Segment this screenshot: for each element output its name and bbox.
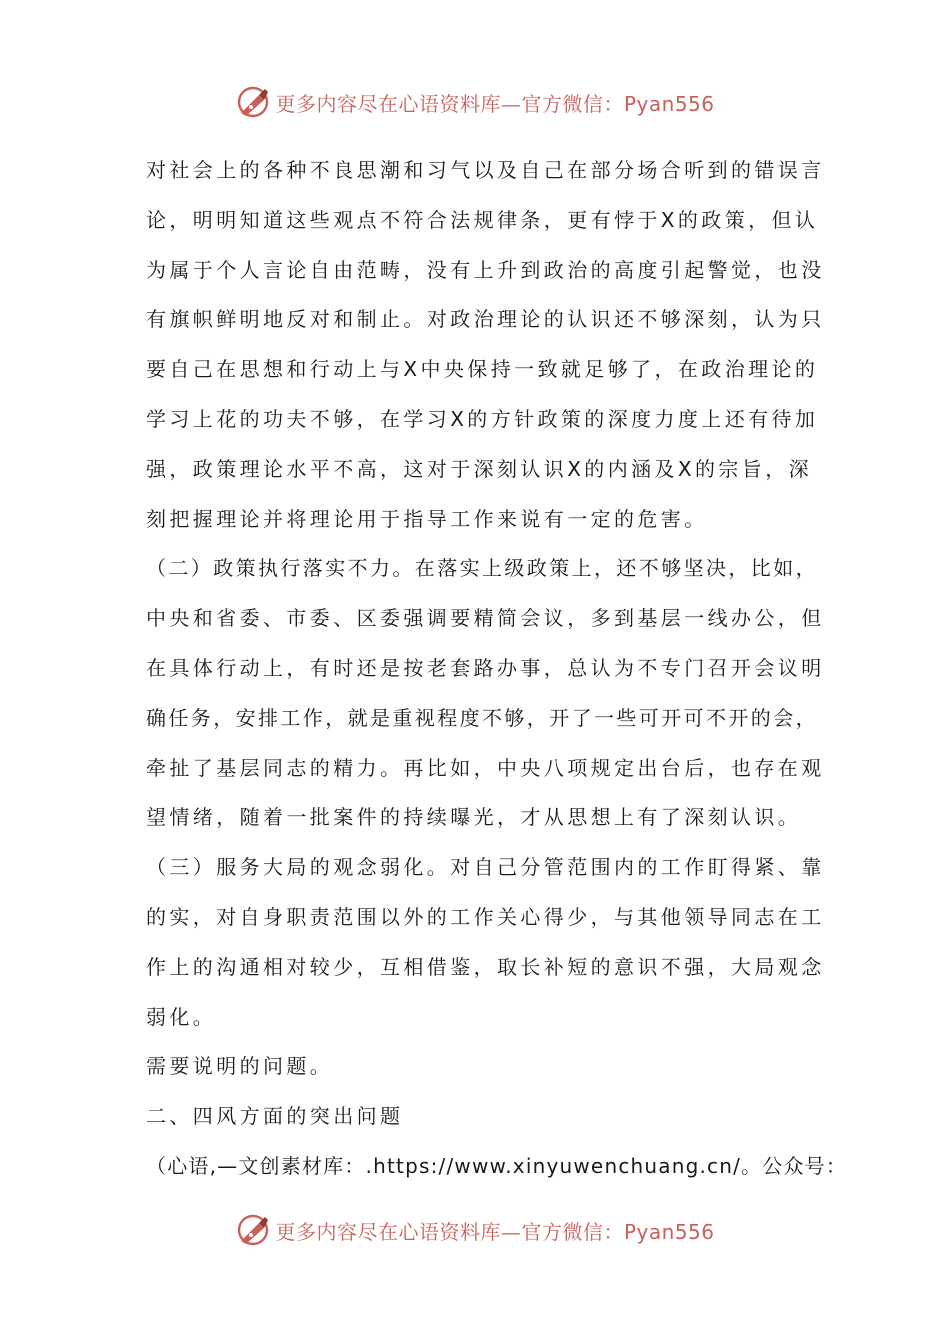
body-line: 中央和省委、市委、区委强调要精简会议，多到基层一线办公，但 [146, 606, 825, 631]
body-line: 学习上花的功夫不够，在学习X的方针政策的深度力度上还有待加 [146, 406, 819, 431]
header-watermark [0, 78, 950, 126]
body-line: 强，政策理论水平不高，这对于深刻认识X的内涵及X的宗旨，深 [146, 456, 813, 481]
body-line: 确任务，安排工作，就是重视程度不够，开了一些可开可不开的会， [146, 705, 818, 730]
body-line: 望情绪，随着一批案件的持续曝光，才从思想上有了深刻认识。 [146, 805, 802, 830]
pen-nib-logo-icon [235, 84, 271, 120]
body-line: 的实，对自身职责范围以外的工作关心得少，与其他领导同志在工 [146, 904, 825, 929]
body-line: 要自己在思想和行动上与X中央保持一致就足够了，在政治理论的 [146, 357, 819, 382]
body-line: 作上的沟通相对较少，互相借鉴，取长补短的意识不强，大局观念 [146, 954, 825, 979]
watermark-text: 更多内容尽在心语资料库—官方微信：Pyan556 [275, 1219, 715, 1244]
watermark-text: 更多内容尽在心语资料库—官方微信：Pyan556 [275, 91, 715, 116]
body-line: 弱化。 [146, 1004, 217, 1029]
body-line: 论，明明知道这些观点不符合法规律条，更有悖于X的政策，但认 [146, 207, 819, 232]
body-line: （二）政策执行落实不力。在落实上级政策上，还不够坚决，比如， [146, 556, 818, 581]
body-line: 对社会上的各种不良思潮和习气以及自己在部分场合听到的错误言 [146, 158, 825, 182]
body-line: 有旗帜鲜明地反对和制止。对政治理论的认识还不够深刻，认为只 [146, 307, 825, 332]
body-line: （三）服务大局的观念弱化。对自己分管范围内的工作盯得紧、靠 [146, 855, 825, 880]
document-body [146, 146, 848, 1192]
section-heading: 二、四风方面的突出问题 [146, 1104, 404, 1129]
source-note-line: （心语,—文创素材库：.https://www.xinyuwenchuang.cn/。公众号： [146, 1153, 848, 1178]
body-line: 需要说明的问题。 [146, 1054, 334, 1079]
body-line: 为属于个人言论自由范畴，没有上升到政治的高度引起警觉，也没 [146, 257, 825, 282]
body-line: 在具体行动上，有时还是按老套路办事，总认为不专门召开会议明 [146, 655, 825, 680]
body-line: 牵扯了基层同志的精力。再比如，中央八项规定出台后，也存在观 [146, 755, 825, 780]
footer-watermark [0, 1206, 950, 1254]
pen-nib-logo-icon [235, 1212, 271, 1248]
body-line: 刻把握理论并将理论用于指导工作来说有一定的危害。 [146, 506, 708, 531]
